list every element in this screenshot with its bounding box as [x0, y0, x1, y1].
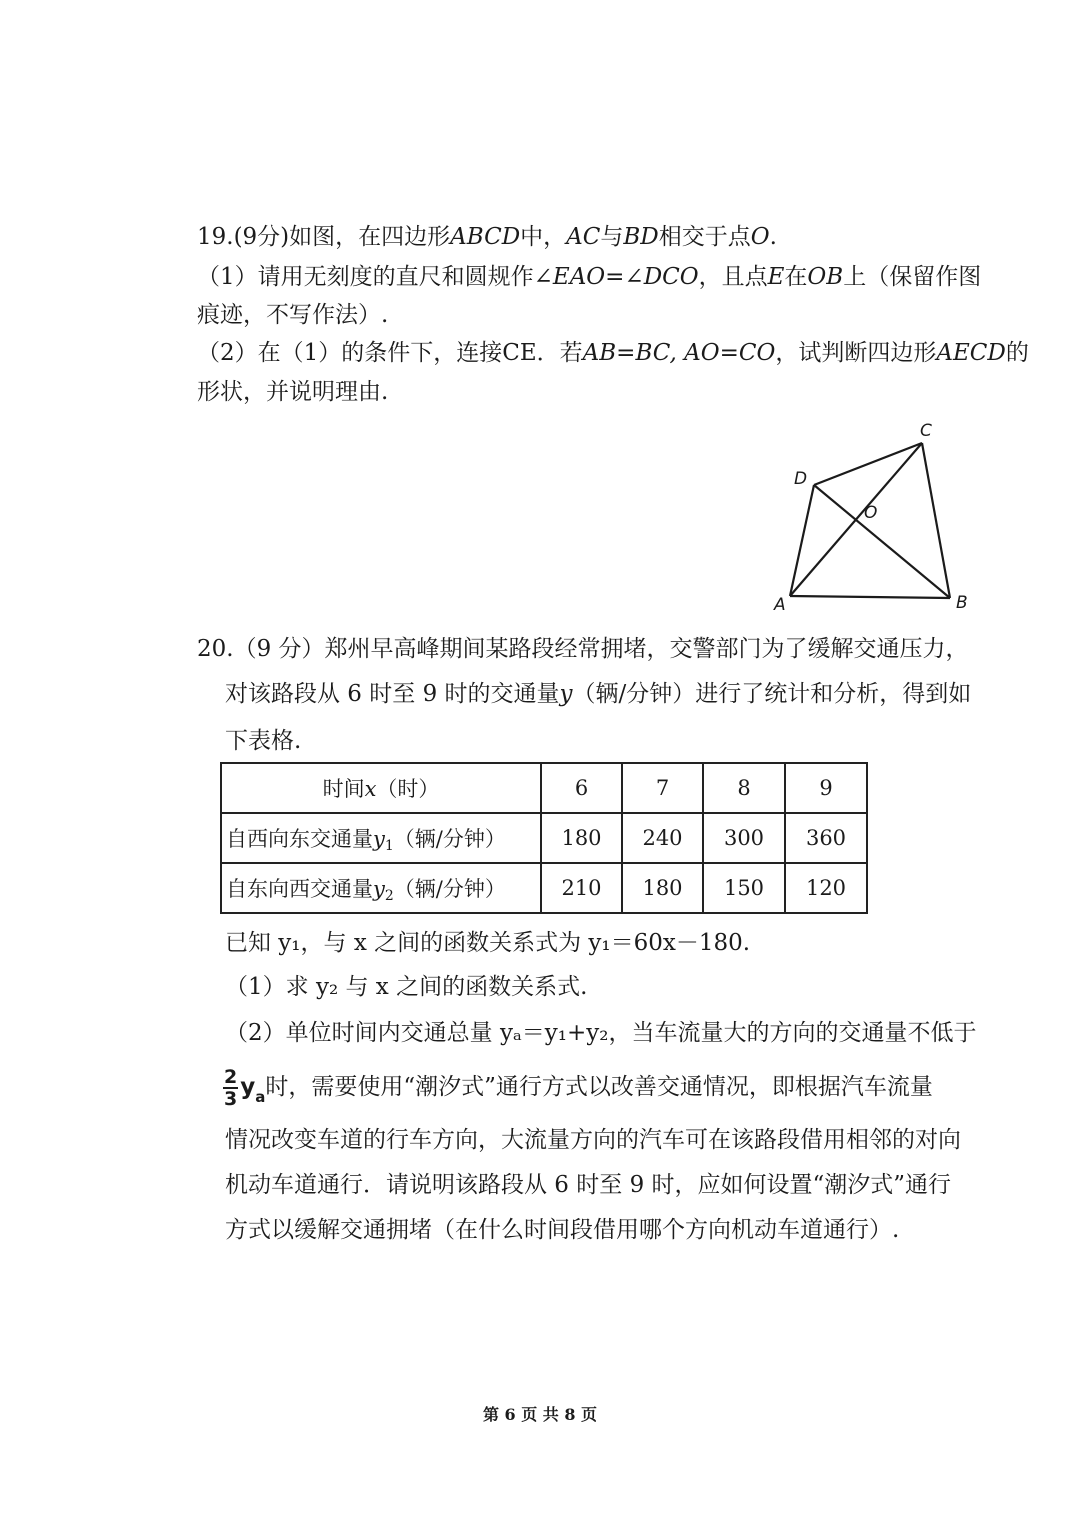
- row1-unit: （辆/分钟）: [393, 826, 506, 851]
- q19-header-end: .: [769, 224, 777, 250]
- value-cell: 210: [541, 863, 622, 913]
- fraction-numerator: 2: [224, 1066, 238, 1088]
- time-cell: 9: [785, 763, 867, 813]
- row2-label-cell: [221, 863, 541, 913]
- time-cell: 7: [622, 763, 703, 813]
- row2-var: y: [373, 876, 385, 901]
- row1-sub: 1: [384, 837, 394, 854]
- label-c: C: [920, 421, 932, 441]
- q19-header-text: 19.(9分)如图，在四边形: [197, 224, 451, 250]
- edge-cb: [922, 443, 950, 598]
- q19-p2-text-c: 的: [1005, 340, 1029, 366]
- q19-eao: EAO: [552, 264, 606, 290]
- ya-subscript: a: [255, 1088, 266, 1106]
- value-cell: 240: [622, 813, 703, 863]
- q20-intro-text-b: （辆/分钟）进行了统计和分析，得到如: [572, 681, 972, 707]
- q19-header: [197, 222, 777, 252]
- row2-label-text: 自东向西交通量: [226, 876, 373, 901]
- fraction-denominator: 3: [224, 1088, 238, 1110]
- q20-part2-line2: [223, 1064, 933, 1120]
- value-cell: 180: [541, 813, 622, 863]
- time-header-text: 时间: [322, 777, 365, 801]
- q19-o: O: [750, 224, 770, 250]
- edge-ab: [790, 596, 950, 598]
- q20-part2-line2-text: 时，需要使用“潮汐式”通行方式以改善交通情况，即根据汽车流量: [265, 1074, 933, 1100]
- label-b: B: [956, 593, 968, 613]
- time-header-unit: （时）: [376, 777, 440, 801]
- edge-dc: [814, 443, 922, 485]
- row2-unit: （辆/分钟）: [393, 876, 506, 901]
- fraction-two-thirds: [223, 1067, 238, 1109]
- q19-p1-text-c: ，且点: [698, 264, 768, 290]
- value-cell: 360: [785, 813, 867, 863]
- label-a: A: [774, 595, 786, 615]
- q19-p2-condition: AB=BC, AO=CO: [582, 340, 776, 366]
- q20-intro-line2: [225, 679, 971, 709]
- q19-aecd: AECD: [936, 340, 1006, 366]
- ya-symbol: y: [240, 1074, 256, 1100]
- diagonal-bd: [814, 485, 950, 598]
- table-header-row: [221, 763, 867, 813]
- q20-known: 已知 y₁，与 x 之间的函数关系式为 y₁＝60x－180.: [225, 930, 751, 956]
- q19-p2-text-b: ，试判断四边形: [775, 340, 937, 366]
- value-cell: 150: [703, 863, 785, 913]
- row1-label-cell: [221, 813, 541, 863]
- q19-header-text-c: 与: [600, 224, 624, 250]
- q19-ob: OB: [807, 264, 844, 290]
- table-row: [221, 863, 867, 913]
- q19-p1-text-b: =∠: [605, 264, 644, 290]
- q20-part2-line3: 情况改变车道的行车方向，大流量方向的汽车可在该路段借用相邻的对向: [225, 1127, 961, 1153]
- row2-sub: 2: [384, 887, 394, 904]
- row1-var: y: [373, 826, 385, 851]
- q20-y: y: [559, 681, 573, 707]
- q20-intro-line3: 下表格.: [225, 728, 302, 754]
- value-cell: 300: [703, 813, 785, 863]
- edge-ad: [790, 485, 814, 596]
- label-d: D: [794, 469, 808, 489]
- q19-p2-text-a: （2）在（1）的条件下，连接CE．若: [197, 340, 583, 366]
- traffic-table: [220, 762, 868, 914]
- q19-part1-line1: [197, 262, 981, 292]
- quadrilateral-figure: [770, 410, 980, 615]
- q19-header-text-d: 相交于点: [658, 224, 751, 250]
- q19-part2-line1: [197, 338, 1029, 368]
- q20-part2-line5: 方式以缓解交通拥堵（在什么时间段借用哪个方向机动车道通行）.: [225, 1217, 900, 1243]
- table-row: [221, 813, 867, 863]
- q19-ac: AC: [566, 224, 601, 250]
- q20-part1: （1）求 y₂ 与 x 之间的函数关系式.: [225, 974, 588, 1000]
- q19-dco: DCO: [643, 264, 699, 290]
- label-o: O: [864, 503, 878, 523]
- value-cell: 180: [622, 863, 703, 913]
- time-cell: 8: [703, 763, 785, 813]
- time-cell: 6: [541, 763, 622, 813]
- time-header-cell: [221, 763, 541, 813]
- q20-part2-line4: 机动车道通行．请说明该路段从 6 时至 9 时，应如何设置“潮汐式”通行: [225, 1172, 952, 1198]
- q19-p1-text-d: 在: [784, 264, 808, 290]
- q19-abcd: ABCD: [450, 224, 521, 250]
- q19-part1-line2: 痕迹，不写作法）.: [197, 302, 389, 328]
- q19-p1-text-a: （1）请用无刻度的直尺和圆规作∠: [197, 264, 553, 290]
- q19-part2-line2: 形状，并说明理由.: [197, 379, 389, 405]
- q19-p1-text-e: 上（保留作图: [843, 264, 982, 290]
- page-footer: 第 6 页 共 8 页: [482, 1405, 598, 1424]
- q19-bd: BD: [623, 224, 659, 250]
- time-header-x: x: [364, 777, 377, 801]
- row1-label-text: 自西向东交通量: [226, 826, 373, 851]
- q20-intro-line1: 20.（9 分）郑州早高峰期间某路段经常拥堵，交警部门为了缓解交通压力，: [197, 636, 969, 662]
- value-cell: 120: [785, 863, 867, 913]
- q20-part2-line1: （2）单位时间内交通总量 yₐ＝y₁+y₂，当车流量大的方向的交通量不低于: [225, 1020, 977, 1046]
- q19-header-text-b: 中，: [520, 224, 567, 250]
- q20-intro-text-a: 对该路段从 6 时至 9 时的交通量: [225, 681, 560, 707]
- q19-e: E: [767, 264, 785, 290]
